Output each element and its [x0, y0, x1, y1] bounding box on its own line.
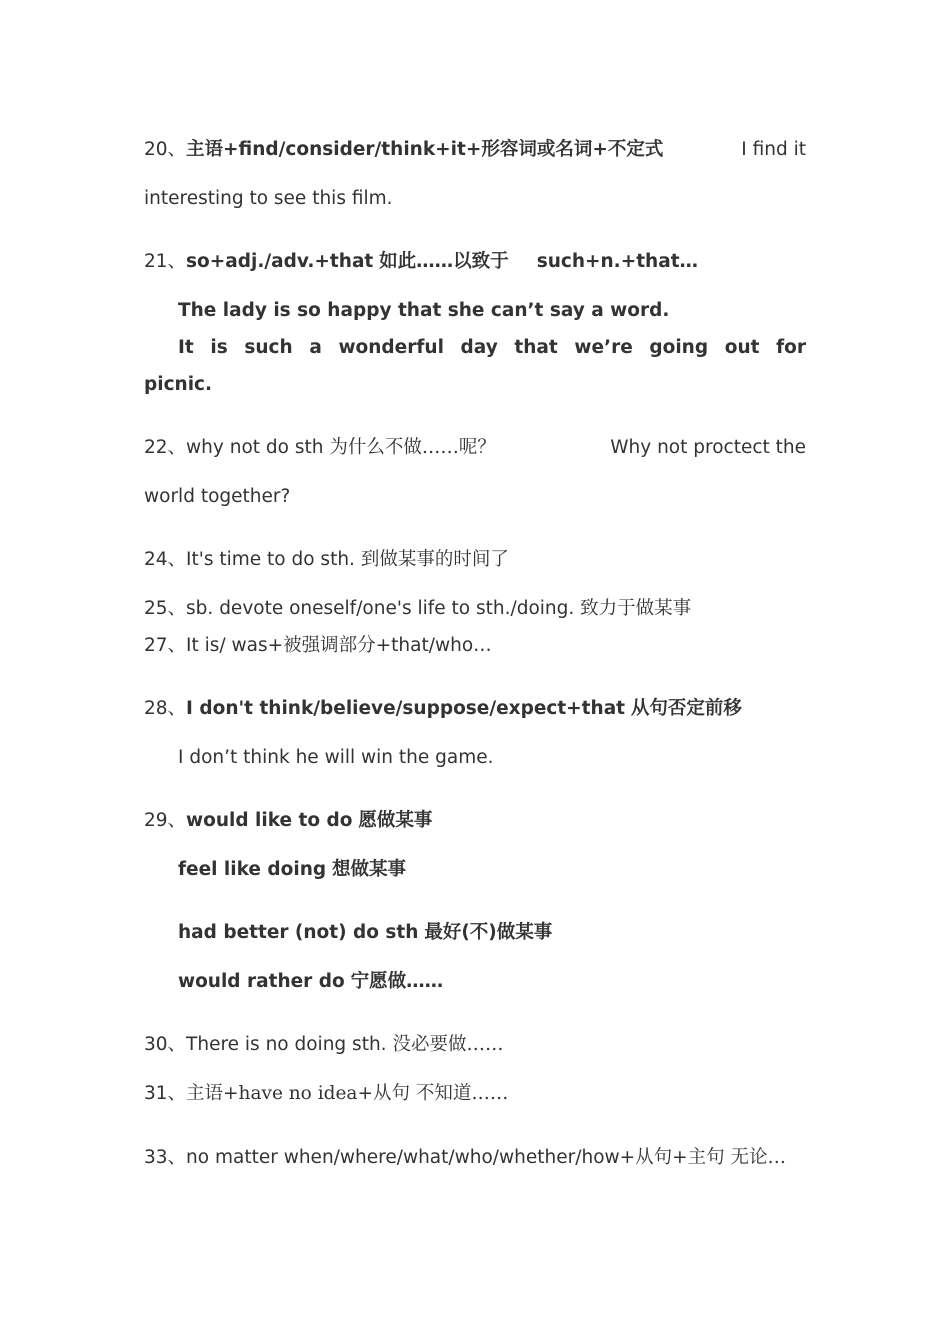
item-formula: would rather do	[178, 971, 345, 992]
item-number: 30、	[144, 1034, 187, 1055]
item-formula: 主语+find/consider/think+it+形容词或名词+不定式	[186, 139, 664, 160]
item-formula: sb. devote oneself/one's life to sth./doing.	[186, 598, 575, 619]
item-meaning: 无论…	[730, 1147, 787, 1168]
item-number: 22、	[144, 437, 187, 458]
item-formula: so+adj./adv.+that	[186, 251, 374, 272]
item-29-line-1	[144, 808, 806, 834]
item-21-line-1	[144, 249, 806, 275]
item-number: 25、	[144, 598, 187, 619]
item-22-line-2: world together?	[144, 486, 291, 507]
item-meaning: 从句否定前移	[630, 698, 742, 719]
item-formula-cn: 被强调部分	[283, 635, 376, 656]
item-formula: would like to do	[186, 810, 353, 831]
item-formula: no matter when/where/what/who/whether/how+从句+主句	[186, 1147, 725, 1168]
item-21-example-2-cont: picnic.	[144, 374, 213, 395]
item-meaning: 如此……以致于	[379, 251, 509, 272]
item-formula: why not do sth	[186, 437, 324, 458]
item-meaning: 最好(不)做某事	[424, 922, 553, 943]
item-example: I find it	[741, 139, 806, 160]
item-formula: There is no doing sth.	[186, 1034, 387, 1055]
item-meaning: 没必要做……	[392, 1034, 504, 1055]
item-29-line-4	[178, 969, 806, 995]
item-20-line-1	[144, 137, 806, 163]
item-meaning: 愿做某事	[358, 810, 433, 831]
item-formula: feel like doing	[178, 859, 327, 880]
item-formula: I don't think/believe/suppose/expect+that	[186, 698, 626, 719]
item-number: 33、	[144, 1147, 187, 1168]
item-number: 27、	[144, 635, 187, 656]
item-28-line-1	[144, 696, 806, 722]
item-number: 21、	[144, 251, 187, 272]
item-27	[144, 633, 806, 659]
item-33	[144, 1145, 806, 1171]
item-31	[144, 1081, 806, 1107]
item-number: 28、	[144, 698, 187, 719]
item-29-line-2	[178, 857, 806, 883]
item-formula: It's time to do sth.	[186, 549, 355, 570]
item-meaning: 为什么不做……呢？	[329, 437, 496, 458]
item-meaning: 宁愿做……	[350, 971, 444, 992]
item-example: Why not proctect the	[610, 437, 806, 458]
item-number: 24、	[144, 549, 187, 570]
item-30	[144, 1032, 806, 1058]
item-formula: 主语+have no idea+从句	[186, 1083, 410, 1104]
item-29-line-3	[178, 920, 806, 946]
item-21-example-1: The lady is so happy that she can’t say a word.	[178, 300, 670, 321]
item-formula-2: such+n.+that…	[536, 251, 699, 272]
item-24	[144, 547, 806, 573]
item-formula-end: +that/who…	[375, 635, 492, 656]
item-formula: had better (not) do sth	[178, 922, 419, 943]
item-number: 29、	[144, 810, 187, 831]
item-meaning: 到做某事的时间了	[360, 549, 509, 570]
item-21-example-2: It is such a wonderful day that we’re going out for	[178, 337, 806, 358]
item-meaning: 致力于做某事	[580, 598, 692, 619]
item-number: 20、	[144, 139, 187, 160]
item-meaning: 不知道……	[415, 1083, 509, 1104]
item-20-line-2: interesting to see this film.	[144, 188, 393, 209]
item-formula: It is/ was+	[186, 635, 284, 656]
item-28-example: I don’t think he will win the game.	[178, 747, 494, 768]
item-22-line-1	[144, 435, 806, 461]
item-meaning: 想做某事	[332, 859, 407, 880]
item-number: 31、	[144, 1083, 187, 1104]
item-25	[144, 596, 806, 622]
